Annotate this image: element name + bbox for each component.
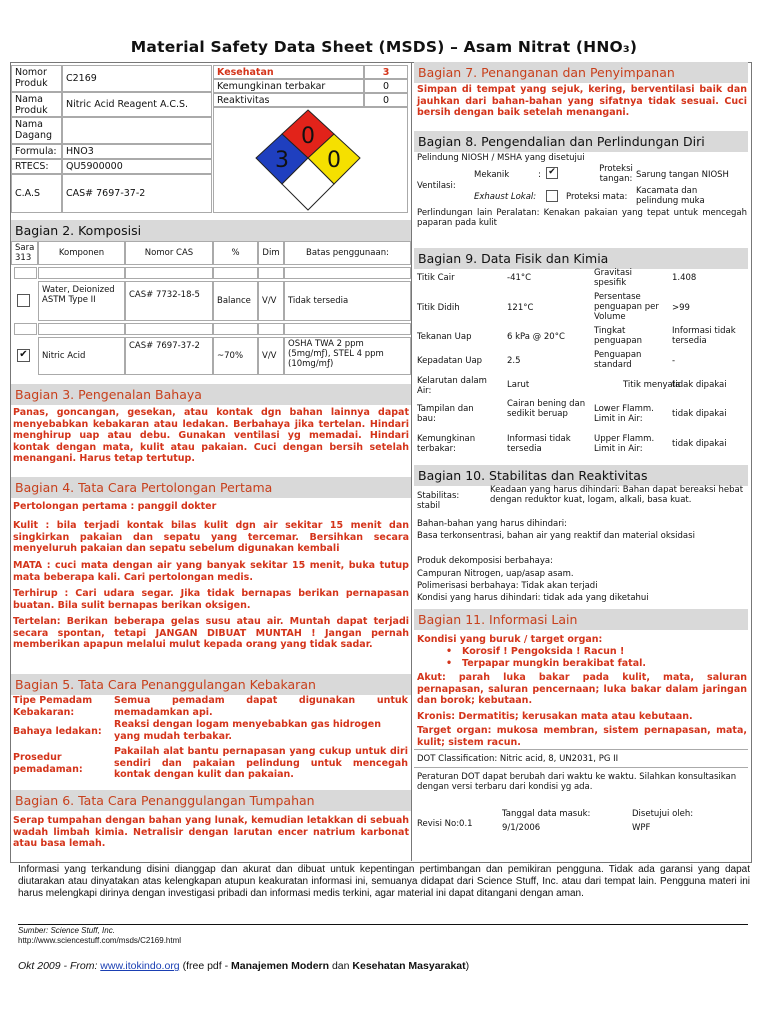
page-title: Material Safety Data Sheet (MSDS) – Asam Nitrat (HNO₃) — [130, 38, 638, 56]
value-nama-produk: Nitric Acid Reagent A.C.S. — [62, 92, 212, 117]
origin-link[interactable]: www.itokindo.org — [100, 960, 180, 972]
table-spacer — [284, 323, 411, 335]
prop-value: - — [672, 356, 676, 366]
origin-and: dan — [329, 960, 353, 972]
section-11-header: Bagian 11. Informasi Lain — [414, 609, 748, 630]
section-5-header: Bagian 5. Tata Cara Penanggulangan Kebakaran — [11, 674, 411, 695]
prop-label: Persentase penguapan per Volume — [594, 292, 659, 322]
check-icon: ✔ — [548, 167, 556, 177]
prop-value: -41°C — [507, 273, 532, 283]
hazard-value-kesehatan: 3 — [364, 65, 408, 79]
first-aid-skin: Kulit : bila terjadi kontak bilas kulit dgn air sekitar 15 menit dan singkirkan pakaian dan sepatu yang tercemar. Bersihkan secara menyeluruh pakaian dan sepatu sebelum digunakan kembali — [13, 520, 409, 554]
prop-label: Titik menyala — [623, 380, 681, 390]
col-header-pct: % — [213, 241, 258, 265]
table-spacer — [213, 323, 258, 335]
fire-label-explosion: Bahaya ledakan: — [13, 726, 102, 737]
section-8-header: Bagian 8. Pengendalian dan Perlindungan Diri — [414, 131, 748, 152]
origin-bold-2: Kesehatan Masyarakat — [352, 960, 466, 972]
colon: : — [538, 170, 541, 180]
reactivity-line: Bahan-bahan yang harus dihindari: — [417, 519, 567, 529]
col-header-sara: Sara 313 — [11, 241, 38, 265]
prop-label: Upper Flamm. Limit in Air: — [594, 434, 655, 454]
table-spacer — [38, 323, 125, 335]
table-row: Nitric Acid — [38, 337, 125, 375]
source-label: Sumber: Science Stuff, Inc. — [18, 926, 115, 935]
niosh-text: Pelindung NIOSH / MSHA yang disetujui — [417, 153, 585, 163]
bullet-text: Korosif ! Pengoksida ! Racun ! — [462, 646, 625, 657]
kondisi-label: Kondisi yang buruk / target organ: — [417, 634, 603, 645]
first-aid-eyes: MATA : cuci mata dengan air yang banyak sekitar 15 menit, buka tutup mata beberapa kali. Cari pertolongan medis. — [13, 560, 409, 583]
origin-line — [18, 960, 469, 972]
section-3-header: Bagian 3. Pengenalan Bahaya — [11, 384, 411, 405]
table-row: Water, Deionized ASTM Type II — [38, 281, 125, 321]
prop-label: Titik Cair — [417, 273, 455, 283]
proteksi-mata-label: Proteksi mata: — [566, 192, 628, 202]
prop-label: Lower Flamm. Limit in Air: — [594, 404, 654, 424]
prop-value: tidak dipakai — [672, 380, 727, 390]
section-7-header: Bagian 7. Penanganan dan Penyimpanan — [414, 62, 748, 83]
col-header-dim: Dim — [258, 241, 284, 265]
nfpa-top-number: 0 — [301, 124, 315, 149]
bullet-icon: • — [446, 646, 462, 657]
table-cell: V/V — [258, 337, 284, 375]
fire-label-procedure: Prosedur pemadaman: — [13, 752, 83, 775]
prop-label: Gravitasi spesifik — [594, 268, 633, 288]
value-nomor-produk: C2169 — [62, 65, 212, 92]
sara-checkbox-water[interactable] — [17, 294, 30, 307]
bullet-icon: • — [446, 658, 462, 669]
hazard-label-reaktivitas: Reaktivitas — [213, 93, 364, 107]
section-3-text: Panas, goncangan, gesekan, atau kontak dgn bahan lainnya dapat menyebabkan kebakaran atau ledakan. Berbahaya jika tertelan. Hindari menghirup uap atau debu. Gunakan ventilasi yg memadai. Hindari kontak dengan mata, kulit atau pakaian. Cuci dengan bersih setelah menangani. Harus tetap tertutup. — [13, 407, 409, 464]
prop-value: Larut — [507, 380, 530, 390]
tanggal-value: 9/1/2006 — [502, 823, 541, 833]
section-9-header: Bagian 9. Data Fisik dan Kimia — [414, 248, 748, 269]
fire-label-type: Tipe Pemadam Kebakaran: — [13, 695, 93, 718]
label-nama-dagang: Nama Dagang — [11, 117, 62, 144]
label-nama-produk: Nama Produk — [11, 92, 62, 117]
section-6-text: Serap tumpahan dengan bahan yang lunak, kemudian letakkan di sebuah wadah limbah kimia. Netralisir dengan larutan encer natrium karbonat atau basa lemah. — [13, 815, 409, 849]
revisi-text: Revisi No:0.1 — [417, 819, 473, 829]
stabilitas-label: Stabilitas: stabil — [417, 491, 460, 511]
section-10-header: Bagian 10. Stabilitas dan Reaktivitas — [414, 465, 748, 486]
prop-label: Tingkat penguapan — [594, 326, 642, 346]
check-icon: ✔ — [19, 349, 28, 360]
proteksi-tangan-value: Sarung tangan NIOSH — [636, 170, 729, 180]
prop-label: Tekanan Uap — [417, 332, 472, 342]
table-spacer — [14, 323, 37, 335]
fire-text-procedure: Pakailah alat bantu pernapasan yang cukup untuk diri sendiri dan pakaian pelindung untuk mencegah kontak dengan kulit dan pakaian. — [114, 746, 408, 780]
col-header-komponen: Komponen — [38, 241, 125, 265]
tanggal-label: Tanggal data masuk: — [502, 809, 591, 819]
label-nomor-produk: Nomor Produk — [11, 65, 62, 92]
fire-text-type: Semua pemadam dapat digunakan untuk memadamkan api. — [114, 695, 408, 718]
hazard-label-terbakar: Kemungkinan terbakar — [213, 79, 364, 93]
exhaust-label: Exhaust Lokal: — [474, 192, 537, 202]
divider — [414, 749, 748, 750]
section-2-header: Bagian 2. Komposisi — [11, 220, 411, 241]
footer-rule — [18, 924, 748, 925]
disclaimer-text: Informasi yang terkandung disini dianggap dan akurat dan dibuat untuk kepentingan pertimbangan dan pemikiran pengguna. Tidak ada garansi yang dapat diutarakan atau dinyatakan atas kelengkapan atupun keakuratan informasi ini, semuanya didapat dari Science Stuff, Inc. atau dari tempat lain. Pengguna materi ini harus melengkapi dirinya dengan investigasi pribadi dan informasi medis terkini, agar material ini dapat ditangani dengan aman. — [18, 864, 750, 899]
hazard-value-terbakar: 0 — [364, 79, 408, 93]
composition-table — [11, 241, 411, 382]
prop-value: tidak dipakai — [672, 409, 727, 419]
prop-label: Penguapan standard — [594, 350, 642, 370]
nfpa-right-number: 0 — [327, 148, 341, 173]
table-spacer — [258, 267, 284, 279]
akut-text: Akut: parah luka bakar pada kulit, mata, saluran pernapasan, saluran pencernaan; luka bakar dalam jaringan dan borok; kebutaan. — [417, 672, 747, 706]
prop-value: >99 — [672, 303, 690, 313]
reactivity-line: Produk dekomposisi berbahaya: — [417, 556, 553, 566]
column-divider — [411, 62, 412, 861]
bullet-text: Terpapar mungkin berakibat fatal. — [462, 658, 646, 669]
bullet-item — [446, 646, 746, 658]
sara-checkbox-nitric-acid[interactable] — [17, 349, 30, 362]
table-cell: ~70% — [213, 337, 258, 375]
table-cell: Tidak tersedia — [284, 281, 411, 321]
section-7-text: Simpan di tempat yang sejuk, kering, berventilasi baik dan jauhkan dari bahan-bahan yang sifatnya tidak sesuai. Cuci bersih dengan baik setelah menangani. — [417, 84, 747, 118]
prop-label: Kelarutan dalam Air: — [417, 376, 487, 396]
prop-value: 6 kPa @ 20°C — [507, 332, 565, 342]
value-rtecs: QU5900000 — [62, 159, 212, 174]
proteksi-tangan-label: Proteksi tangan: — [599, 164, 633, 184]
table-spacer — [258, 323, 284, 335]
prop-label: Tampilan dan bau: — [417, 404, 474, 424]
col-header-cas: Nomor CAS — [125, 241, 213, 265]
proteksi-mata-value: Kacamata dan pelindung muka — [636, 186, 705, 206]
disetujui-value: WPF — [632, 823, 651, 833]
reactivity-line: Kondisi yang harus dihindari: tidak ada yang diketahui — [417, 593, 649, 603]
table-spacer — [213, 267, 258, 279]
bullet-item — [446, 658, 746, 670]
divider — [414, 767, 748, 768]
value-cas: CAS# 7697-37-2 — [62, 174, 212, 213]
first-aid-call-doctor: Pertolongan pertama : panggil dokter — [13, 501, 217, 512]
prop-value: 121°C — [507, 303, 534, 313]
origin-prefix: Okt 2009 - From: — [18, 960, 101, 972]
section-4-header: Bagian 4. Tata Cara Pertolongan Pertama — [11, 477, 411, 498]
first-aid-swallowed: Tertelan: Berikan beberapa gelas susu atau air. Muntah dapat terjadi secara spontan, tetapi JANGAN DIBUAT MUNTAH ! Jangan pernah memberikan apapun melalui mulut kepada orang yang tidak sadar. — [13, 616, 409, 650]
origin-bold-1: Manajemen Modern — [231, 960, 330, 972]
hazard-label-kesehatan: Kesehatan — [213, 65, 364, 79]
value-formula: HNO3 — [62, 144, 212, 159]
prop-value: Cairan bening dan sedikit beruap — [507, 399, 586, 419]
dot-classification: DOT Classification: Nitric acid, 8, UN2031, PG II — [417, 754, 619, 764]
prop-label: Kemungkinan terbakar: — [417, 434, 476, 454]
table-cell: Balance — [213, 281, 258, 321]
disetujui-label: Disetujui oleh: — [632, 809, 694, 819]
prop-label: Titik Didih — [417, 303, 460, 313]
stabilitas-text: Keadaan yang harus dihindari: Bahan dapat bereaksi hebat dengan reduktor kuat, logam, alkali, basa kuat. — [490, 485, 744, 505]
table-spacer — [38, 267, 125, 279]
label-rtecs: RTECS: — [11, 159, 62, 174]
table-spacer — [125, 267, 213, 279]
mekanik-checkbox[interactable] — [546, 167, 558, 179]
section-6-header: Bagian 6. Tata Cara Penanggulangan Tumpahan — [11, 790, 411, 811]
ventilasi-label: Ventilasi: — [417, 181, 456, 191]
table-cell: V/V — [258, 281, 284, 321]
perlindungan-lain: Perlindungan lain Peralatan: Kenakan pakaian yang tepat untuk mencegah paparan pada kulit — [417, 208, 747, 228]
nfpa-diamond — [250, 108, 366, 212]
table-spacer — [14, 267, 37, 279]
prop-value: tidak dipakai — [672, 439, 727, 449]
reactivity-line: Polimerisasi berbahaya: Tidak akan terjadi — [417, 581, 598, 591]
prop-value: 1.408 — [672, 273, 697, 283]
table-cell: OSHA TWA 2 ppm (5mg/mƒ), STEL 4 ppm (10mg/mƒ) — [284, 337, 411, 375]
first-aid-inhaled: Terhirup : Cari udara segar. Jika tidak bernapas berikan pernapasan buatan. Bila sulit bernapas berikan oksigen. — [13, 588, 409, 611]
label-cas: C.A.S — [11, 174, 62, 213]
value-nama-dagang — [62, 117, 212, 144]
peraturan-text: Peraturan DOT dapat berubah dari waktu ke waktu. Silahkan konsultasikan dengan versi terbaru dari kondisi yg ada. — [417, 772, 737, 792]
label-formula: Formula: — [11, 144, 62, 159]
reactivity-line: Basa terkonsentrasi, bahan air yang reaktif dan material oksidasi — [417, 531, 695, 541]
prop-label: Kepadatan Uap — [417, 356, 483, 366]
fire-text-explosion: Reaksi dengan logam menyebabkan gas hidrogen yang mudah terbakar. — [114, 719, 381, 742]
nfpa-left-number: 3 — [275, 148, 289, 173]
hazard-value-reaktivitas: 0 — [364, 93, 408, 107]
physical-data-table — [414, 266, 748, 462]
origin-mid: (free pdf - — [179, 960, 232, 972]
col-header-batas: Batas penggunaan: — [284, 241, 411, 265]
table-spacer — [125, 323, 213, 335]
prop-value: Informasi tidak tersedia — [507, 434, 571, 454]
origin-end: ) — [465, 960, 470, 972]
source-url[interactable]: http://www.sciencestuff.com/msds/C2169.html — [18, 936, 182, 945]
exhaust-checkbox[interactable] — [546, 190, 558, 202]
table-spacer — [284, 267, 411, 279]
kronis-text: Kronis: Dermatitis; kerusakan mata atau kebutaan. — [417, 711, 693, 722]
table-cell: CAS# 7732-18-5 — [125, 281, 213, 321]
prop-value: 2.5 — [507, 356, 521, 366]
table-cell: CAS# 7697-37-2 — [125, 337, 213, 375]
prop-value: Informasi tidak tersedia — [672, 326, 736, 346]
reactivity-line: Campuran Nitrogen, uap/asap asam. — [417, 569, 574, 579]
mekanik-label: Mekanik — [474, 170, 510, 180]
target-organ-text: Target organ: mukosa membran, sistem pernapasan, mata, kulit; sistem racun. — [417, 725, 747, 748]
